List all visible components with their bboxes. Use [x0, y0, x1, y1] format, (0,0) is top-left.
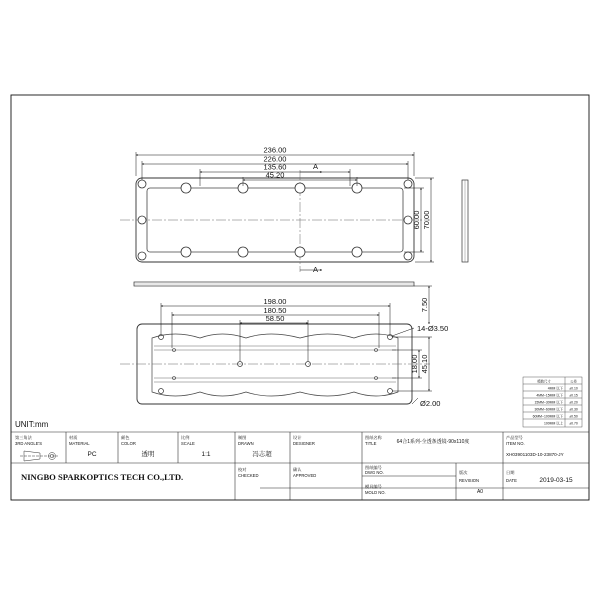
edge-view — [134, 282, 414, 286]
dim-text-180: 180.50 — [263, 306, 287, 315]
dim-text-70: 70.00 — [422, 210, 431, 230]
bottom-view-outer-outline — [137, 324, 412, 404]
top-lens-bosses — [138, 180, 412, 260]
material-label-en: MATERIAL — [69, 441, 90, 446]
checked-label-en: CHECKED — [238, 473, 259, 478]
lens-boss — [238, 247, 248, 257]
lens-boss-end — [138, 180, 146, 188]
color-label-cn: 颜色 — [121, 435, 130, 440]
revision-label-cn: 版次 — [459, 470, 468, 475]
lens-boss — [295, 247, 305, 257]
tolerance-row-value: ±0.10 — [569, 386, 578, 391]
dim-text-18: 18.00 — [410, 354, 419, 374]
mold-no-label-en: MOLD NO. — [365, 490, 386, 495]
color-value: 透明 — [141, 451, 155, 458]
dim-text-198: 198.00 — [263, 297, 287, 306]
scale-label-en: SCALE — [181, 441, 195, 446]
dim-text-236: 236.00 — [263, 145, 287, 155]
material-value: PC — [87, 451, 97, 458]
drawing-no-label-cn: 图纸编号 — [365, 465, 382, 470]
tolerance-row-size: 30MM~60MM 以下 — [534, 407, 563, 412]
designer-label-en: DESIGNER — [293, 441, 315, 446]
date-label-en: DATE — [506, 478, 517, 483]
dim-text-60: 60.00 — [412, 210, 421, 230]
hole-note: 14-Ø3.50 — [417, 324, 449, 333]
radius-leader — [412, 398, 418, 404]
lens-boss — [181, 183, 191, 193]
tolerance-row-size: 4MM 以下 — [547, 386, 563, 391]
mounting-hole — [388, 389, 393, 394]
projection-label-en: 3RD ANGLE'S — [15, 441, 43, 446]
section-label-top: A — [313, 162, 319, 171]
revision-label-en: REVISION — [459, 478, 480, 483]
scale-label-cn: 比例 — [181, 435, 190, 440]
tolerance-row-size: 4MM~15MM 以下 — [536, 393, 563, 398]
tolerance-row-value: ±0.50 — [569, 414, 578, 419]
lens-boss-end — [138, 216, 146, 224]
lens-boss — [295, 183, 305, 193]
dim-text-45-10: 45.10 — [420, 354, 429, 374]
side-view — [462, 180, 468, 262]
tolerance-row-size: 100MM 以上 — [543, 421, 563, 426]
dim-text-135: 135.60 — [263, 162, 287, 172]
lens-boss-end — [138, 252, 146, 260]
drawn-value: 冯志超 — [252, 451, 272, 458]
projection-label-cn: 第三角法 — [15, 435, 32, 440]
checked-label-cn: 校对 — [238, 467, 247, 472]
color-label-en: COLOR — [121, 441, 136, 446]
third-angle-projection-icon — [20, 451, 58, 461]
bottom-view — [120, 286, 448, 408]
approved-label-en: APPROVED — [293, 473, 317, 478]
drawn-label-en: DRAWN — [238, 441, 254, 446]
designer-label-cn: 设计 — [293, 435, 302, 440]
tolerance-header-size: 模数尺寸 — [537, 379, 551, 384]
top-view — [120, 146, 434, 275]
scale-value: 1:1 — [201, 451, 211, 458]
revision-value: A0 — [476, 489, 484, 495]
dim-text-45: 45.20 — [265, 170, 285, 180]
tolerance-header-tol: 公差 — [570, 379, 577, 384]
item-label-cn: 产品型号 — [506, 435, 523, 440]
date-value: 2019-03-15 — [539, 477, 573, 484]
drawn-label-cn: 制图 — [238, 435, 247, 440]
drawing-no-label-en: DWG NO. — [365, 470, 384, 475]
lens-boss — [181, 247, 191, 257]
mounting-hole — [159, 389, 164, 394]
tolerance-row-value: ±0.20 — [569, 400, 578, 405]
hole-leader — [392, 328, 414, 336]
company-name: NINGBO SPARKOPTICS TECH CO.,LTD. — [21, 472, 184, 482]
dim-text-58: 58.50 — [265, 314, 285, 323]
item-label-en: ITEM NO. — [506, 441, 525, 446]
lens-boss-end — [404, 180, 412, 188]
title-label-en: TITLE — [365, 441, 377, 446]
unit-label: UNIT:mm — [15, 420, 49, 429]
lens-boss-end — [404, 252, 412, 260]
mold-no-label-cn: 模具编号 — [365, 484, 382, 489]
item-value: XH03901103D-10-23870-JY — [506, 452, 564, 457]
radius-note: Ø2.00 — [420, 399, 441, 408]
lens-boss — [352, 247, 362, 257]
mounting-hole — [388, 335, 393, 340]
tolerance-row-value: ±0.30 — [569, 407, 578, 412]
material-label-cn: 材质 — [69, 435, 78, 440]
title-value: 64合1系列-全透条透镜-90x110度 — [396, 439, 470, 445]
tolerance-row-size: 15MM~30MM 以下 — [534, 400, 563, 405]
dim-text-7-50: 7.50 — [420, 297, 429, 313]
date-label-cn: 日期 — [506, 470, 515, 475]
bottom-view-inner-contour — [152, 334, 398, 396]
tolerance-row-value: ±0.15 — [569, 393, 578, 398]
tolerance-row-value: ±0.70 — [569, 421, 578, 426]
tolerance-row-size: 60MM~100MM 以下 — [532, 414, 563, 419]
approved-label-cn: 确认 — [293, 467, 302, 472]
title-label-cn: 图纸名称 — [365, 435, 382, 440]
lens-boss-end — [404, 216, 412, 224]
section-label-bottom: A — [313, 265, 319, 274]
dim-text-226: 226.00 — [263, 154, 287, 164]
